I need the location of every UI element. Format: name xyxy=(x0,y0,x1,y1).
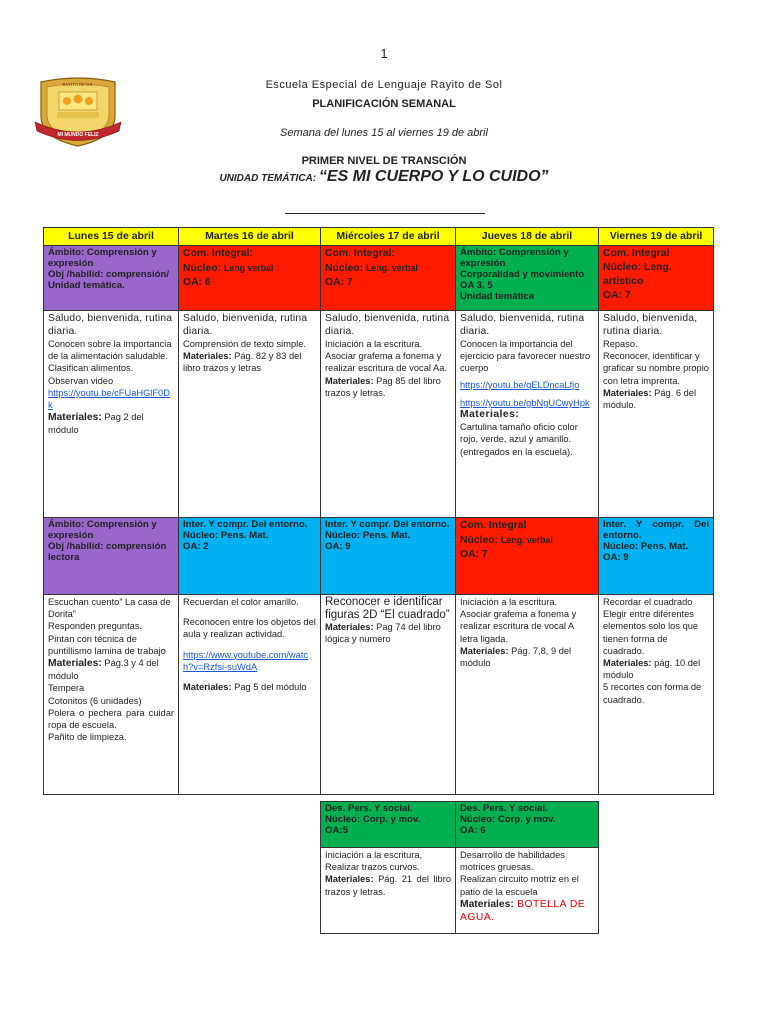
objective-cell xyxy=(456,802,599,848)
video-link[interactable]: https://youtu.be/qELDncaLfjo xyxy=(460,379,580,390)
greeting: Saludo, bienvenida, rutina diaria. xyxy=(603,313,698,337)
ambito: Com. Integral: xyxy=(325,248,395,259)
materials: Pag 2 del módulo xyxy=(48,412,144,436)
materials-label: Materiales: xyxy=(183,351,232,362)
materials-label: Materiales: xyxy=(48,658,102,670)
objective: Obj /habilid: comprensión/ Unidad temática. xyxy=(48,269,169,291)
nucleo: Leng. verbal xyxy=(501,535,553,545)
nucleo: Leng. verbal xyxy=(366,263,418,273)
week-range: Semana del lunes 15 al viernes 19 de abril xyxy=(280,127,488,139)
level-title: PRIMER NIVEL DE TRANSCIÓN xyxy=(301,155,467,167)
ambito: Com. Integral xyxy=(603,248,670,259)
activity-text: Reconocer e identificar figuras 2D “El cuadrado” xyxy=(325,596,450,621)
activity-cell xyxy=(321,311,456,518)
objective: Unidad temática xyxy=(460,291,535,302)
objective-cell xyxy=(321,518,456,595)
materials: Cartulina tamaño oficio color rojo, verde, azul y amarillo. (entregados en la escuela). xyxy=(460,422,578,457)
materials: Pág.3 y 4 del módulo xyxy=(48,658,159,682)
objective-cell xyxy=(44,246,179,311)
greeting: Saludo, bienvenida, rutina diaria. xyxy=(325,313,450,337)
activity-text: Responden preguntas. xyxy=(48,621,143,632)
materials: Pág. 7,8, 9 del módulo xyxy=(460,645,572,669)
activity-cell xyxy=(456,595,599,795)
activity-text: Clasifican alimentos. xyxy=(48,363,134,374)
oa: OA: 6 xyxy=(460,825,486,836)
nucleo-label: Núcleo: xyxy=(325,263,366,274)
activity-text: Recuerdan el color amarillo. xyxy=(183,597,299,607)
activity-cell xyxy=(456,848,599,934)
oa: OA: 9 xyxy=(325,541,351,552)
activity-text: Realizan circuito motriz en el patio de la escuela xyxy=(460,874,579,897)
materials: Tempera xyxy=(48,683,85,694)
materials-label: Materiales: xyxy=(460,409,520,421)
nucleo: Núcleo: Corp. y mov. xyxy=(460,814,556,825)
activity-text: Iniciación a la escritura. xyxy=(325,339,423,349)
oa: OA: 7 xyxy=(603,290,631,301)
doc-title: PLANIFICACIÓN SEMANAL xyxy=(312,98,456,110)
activity-cell xyxy=(321,848,456,934)
objective-cell xyxy=(179,518,321,595)
materials: Pag 74 del libro lógica y numero xyxy=(325,622,441,645)
activity-text: Pintan con técnica de puntillismo lamina de trabajo xyxy=(48,633,166,656)
objectives-row xyxy=(321,802,599,848)
activity-text: Observan video xyxy=(48,375,114,386)
activity-text: Elegir entre diferentes elementos solo los que tienen forma de cuadrado. xyxy=(603,609,699,656)
extra-activities-table xyxy=(320,801,599,934)
oa: OA:5 xyxy=(325,825,348,836)
materials-label: Materiales: xyxy=(460,898,514,910)
activity-cell xyxy=(599,595,714,795)
nucleo: Núcleo: Pens. Mat. xyxy=(325,530,411,541)
title-underline xyxy=(285,213,485,214)
page-number: 1 xyxy=(380,46,388,61)
materials-label: Materiales: xyxy=(325,874,374,885)
greeting: Saludo, bienvenida, rutina diaria. xyxy=(460,313,585,337)
activity-text: Conocen la importancia del ejercicio para favorecer nuestro cuerpo xyxy=(460,339,591,374)
day-header: Jueves 18 de abril xyxy=(456,228,599,246)
weekly-plan-table xyxy=(43,227,714,795)
activities-row xyxy=(321,848,599,934)
oa: OA: 2 xyxy=(183,541,209,552)
objective-cell xyxy=(456,246,599,311)
ambito: Des. Pers. Y social. xyxy=(325,803,413,814)
objective-cell xyxy=(179,246,321,311)
video-link[interactable]: https://www.youtube.com/watch?v=Rzfsi-suWdA xyxy=(183,649,309,672)
activity-cell xyxy=(179,311,321,518)
activity-text: Recordar el cuadrado xyxy=(603,597,693,607)
activity-text: Repaso. xyxy=(603,339,638,349)
oa: OA: 6 xyxy=(183,277,211,288)
objective-cell xyxy=(599,246,714,311)
video-link[interactable]: https://youtu.be/cFUaHGlF0Dk xyxy=(48,387,170,411)
nucleo: Núcleo: Pens. Mat. xyxy=(183,530,269,541)
unit-title: “ES MI CUERPO Y LO CUIDO” xyxy=(318,168,549,185)
objective-cell xyxy=(599,518,714,595)
oa: OA: 7 xyxy=(325,277,353,288)
activity-text: Iniciación a la escritura, Realizar trazos curvos. xyxy=(325,850,423,873)
materials-label: Materiales: xyxy=(603,387,652,398)
unit-label: UNIDAD TEMÁTICA: xyxy=(219,173,317,184)
activity-text: Asociar grafema a fonema y realizar escritura de vocal A letra ligada. xyxy=(460,609,577,644)
materials: Cotonitos (6 unidades) xyxy=(48,695,142,706)
nucleo: Núcleo: Corp. y mov. xyxy=(325,814,421,825)
activity-cell xyxy=(599,311,714,518)
materials: Pág. 6 del módulo. xyxy=(603,387,697,411)
ambito: Inter. Y compr. Del entorno. xyxy=(603,519,709,541)
day-header: Miércoles 17 de abril xyxy=(321,228,456,246)
ambito: Des. Pers. Y social. xyxy=(460,803,548,814)
logo-bottom-text: MI MUNDO FELIZ xyxy=(57,132,99,138)
activity-text: Conocen sobre la importancia de la alimentación saludable. xyxy=(48,339,172,362)
day-header: Martes 16 de abril xyxy=(179,228,321,246)
materials: Pág. 82 y 83 del libro trazos y letras xyxy=(183,351,302,374)
logo-top-text: RAYITO DE SOL xyxy=(62,82,94,87)
objective: Obj /habilid: comprensión lectora xyxy=(48,541,167,563)
ambito: Ámbito: Comprensión y expresión xyxy=(48,519,157,541)
materials-label: Materiales: xyxy=(325,622,374,632)
activities-row xyxy=(44,311,714,518)
activity-text: Escuchan cuento” La casa de Dorita” xyxy=(48,597,171,620)
materials: pág. 10 del módulo xyxy=(603,658,701,681)
objective-cell xyxy=(456,518,599,595)
activity-text: Desarrollo de habilidades motrices gruesas. xyxy=(460,850,565,873)
activity-cell xyxy=(321,595,456,795)
video-link[interactable]: https://youtu.be/gbNgUCwyHpk xyxy=(460,397,590,408)
day-header: Viernes 19 de abril xyxy=(599,228,714,246)
materials-highlight: BOTELLA DE AGUA. xyxy=(460,898,586,924)
materials: Pag 85 del libro trazos y letras. xyxy=(325,375,441,398)
ambito: Ámbito: Comprensión y expresión xyxy=(460,247,569,269)
nucleo-label: Núcleo: xyxy=(183,263,224,274)
materials: Polera o pechera para cuidar ropa de escuela. xyxy=(48,707,174,731)
activity-cell xyxy=(179,595,321,795)
materials-label: Materiales: xyxy=(603,658,652,669)
objective: Corporalidad y movimiento OA 3, 5 xyxy=(460,269,585,291)
materials-label: Materiales: xyxy=(325,375,374,386)
oa: OA: 7 xyxy=(460,549,488,560)
activity-cell xyxy=(44,311,179,518)
materials: Pag 5 del módulo xyxy=(231,682,307,693)
activity-text: Reconocer, identificar y graficar su nombre propio con letra imprenta. xyxy=(603,351,709,386)
day-header: Lunes 15 de abril xyxy=(44,228,179,246)
ambito: Ámbito: Comprensión y expresión xyxy=(48,247,157,269)
unit-heading xyxy=(0,168,768,186)
activity-text: Asociar grafema a fonema y realizar escritura de vocal Aa. xyxy=(325,351,447,374)
activities-row xyxy=(44,595,714,795)
nucleo: Núcleo: Leng. artístico xyxy=(603,262,672,287)
materials-label: Materiales: xyxy=(48,412,102,424)
activity-text: Comprensión de texto simple. xyxy=(183,339,306,349)
activity-text: Iniciación a la escritura. xyxy=(460,597,558,607)
nucleo: Núcleo: Pens. Mat. xyxy=(603,541,689,552)
oa: OA: 9 xyxy=(603,552,629,563)
greeting: Saludo, bienvenida, rutina diaria. xyxy=(183,313,308,337)
objectives-row xyxy=(44,518,714,595)
days-header-row xyxy=(44,228,714,246)
activity-text: Reconocen entre los objetos del aula y realizan actividad. xyxy=(183,617,316,640)
nucleo-label: Núcleo: xyxy=(460,535,501,546)
materials: Pañito de limpieza. xyxy=(48,732,127,743)
objective-cell xyxy=(321,802,456,848)
objectives-row xyxy=(44,246,714,311)
materials-label: Materiales: xyxy=(183,682,232,693)
materials: Pág. 21 del libro trazos y letras. xyxy=(325,874,451,897)
materials-label: Materiales: xyxy=(460,645,509,656)
objective-cell xyxy=(321,246,456,311)
activity-cell xyxy=(44,595,179,795)
ambito: Inter. Y compr. Del entorno. xyxy=(325,519,450,530)
materials: 5 recortes con forma de cuadrado. xyxy=(603,682,702,705)
nucleo: Leng verbal xyxy=(224,263,274,273)
greeting: Saludo, bienvenida, rutina diaria. xyxy=(48,313,173,337)
activity-cell xyxy=(456,311,599,518)
ambito: Com. Integral: xyxy=(183,248,253,259)
ambito: Inter. Y compr. Del entorno. xyxy=(183,519,308,530)
school-name: Escuela Especial de Lenguaje Rayito de Sol xyxy=(265,79,503,91)
objective-cell xyxy=(44,518,179,595)
ambito: Com. Integral xyxy=(460,520,527,531)
